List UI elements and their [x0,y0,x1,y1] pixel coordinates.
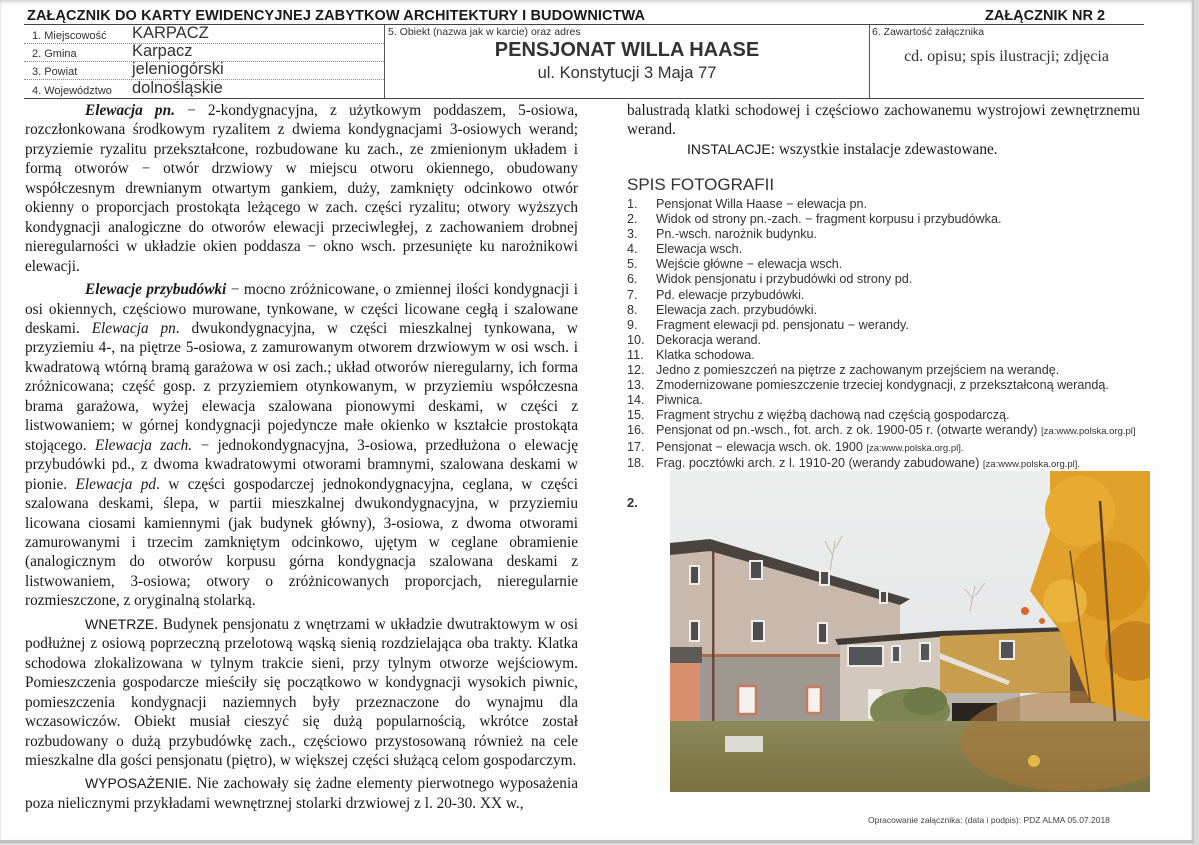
paragraph-text: − jednokondygnacyjna, 3-osiowa, przedłużona o elewację przybudówki pd., z dwoma kwadratowymi otworami bramnymi, szalowana deskami w pionie. [25,436,578,493]
field-label: 4. Województwo [32,85,112,97]
inline-heading: Elewacja pn [91,319,176,337]
field-value: dolnośląskie [132,79,223,97]
inline-heading: Elewacja pd [75,475,157,493]
object-cell [384,25,870,98]
item-number: 6. [627,272,638,287]
field-county [24,61,384,80]
paragraph-text: . Nie zachowały się żadne elementy pierwotnego wyposażenia poza nielicznymi przykładami wewnętrznej stolarki drzwiowej z l. 20-30. XX w., [25,775,578,812]
item-text: Klatka schodowa. [656,347,755,362]
item-text: Wejście główne − elewacja wsch. [656,257,843,272]
item-text: Pd. elewacje przybudówki. [656,287,805,302]
building-photo [670,471,1150,792]
item-source: [za:www.polska.org.pl]. [982,458,1081,470]
list-item [627,257,1167,272]
item-text: Elewacja wsch. [656,242,743,257]
paragraph-text: . Budynek pensjonatu z wnętrzami w układzie dwutraktowym w osi podłużnej z osiową poprzeczną przelotową wąską sienią rozdzielająca oba trakty. Klatka schodowa zlokalizowana w tylnym trakcie sieni, przy tylnym otworze wejściowym. Pomieszczenia gospodarcze mieściły się początkowo w kondygnacji wysokich piwnic, pomieszczenia kondygnacji naziemnych były przeznaczone do wynajmu dla wczasowiczów. Obiekt musiał cieszyć się dużą popularnością, wkrótce został rozbudowany o dużą przybudówkę zach., częściowo przystosowaną również na cele mieszkalne dla gości pensjonatu (piętro), w większej części służącą celom gospodarczym. [25,615,578,769]
item-number: 5. [627,257,638,272]
inline-heading: Elewacja zach. [94,436,193,454]
contents-label: 6. Zawartość załącznika [872,26,985,38]
item-text: Dekoracja werand. [656,332,761,347]
paragraph-north-elevation [25,101,578,276]
footer-signature: Opracowanie załącznika: (data i podpis): PDZ ALMA 05.07.2018 [868,815,1110,825]
item-number: 11. [627,347,644,362]
object-address: ul. Konstytucji 3 Maja 77 [537,64,717,82]
paragraph-lead: WNETRZE [85,615,155,632]
item-text: Widok od strony pn.-zach. − fragment korpusu i przybudówka. [656,212,1002,227]
list-item [627,242,1167,257]
paragraph-text: − mocno zróżnicowane, o zmiennej ilości kondygnacji i osi okiennych, częściowo murowane, tynkowane, w części licowane cegłą i szalowane deskami. [25,281,578,337]
item-text: Pensjonat Willa Haase − elewacja pn. [656,197,868,211]
item-number: 18. [627,455,645,470]
item-number: 3. [627,227,638,242]
paragraph-text: − 2-kondygnacyjna, z użytkowym poddaszem, 5-osiowa, rozczłonkowana środkowym ryzalitem z dwiema kondygnacjami 3-osiowych werand; przyziemie ryzalitu przekształcone, rozbudowane ku zach., ze zmienionym układem i formą otworów − otwór drzwiowy w miejscu otworu okiennego, obudowany współczesnym drewnianym otwartym gankiem, duży, zamknięty odcinkowo otwór okienny o proporcjach prostokąta leżącego w zach. części ryzalitu; otwory wyższych kondygnacji analogiczne do otworów elewacji przeciwległej, z zachowaniem drobnej nieregularności w układzie okien poddasza − okno wsch. przesunięte ku narożnikowi elewacji. [25,102,579,275]
item-number: 15. [627,408,645,423]
list-item [627,378,1167,393]
photo-list [627,197,1167,472]
item-number: 8. [627,302,638,317]
field-value: Karpacz [132,42,193,60]
item-number: 4. [627,242,638,257]
item-number: 7. [627,287,638,302]
list-item [627,333,1167,348]
item-number: 2. [627,212,638,227]
field-locality [24,25,384,44]
list-item [627,393,1167,408]
item-text: Elewacja zach. przybudówki. [656,302,817,317]
list-item [627,423,1167,439]
contents-value: cd. opisu; spis ilustracji; zdjęcia [904,48,1109,65]
item-number: 9. [627,317,638,332]
contents-cell [869,25,1144,98]
list-item [627,363,1167,378]
item-text: Fragment elewacji pd. pensjonatu − werandy. [656,317,909,332]
object-label: 5. Obiekt (nazwa jak w karcie) oraz adres [388,26,581,38]
list-item [627,197,1167,212]
field-voivodeship [24,79,384,98]
item-number: 14. [627,393,645,408]
object-name: PENSJONAT WILLA HAASE [494,39,760,61]
list-item [627,408,1167,423]
item-number: 1. [627,197,638,211]
list-item [627,288,1167,303]
item-number: 17. [627,439,645,454]
paragraph-lead: Elewacje przybudówki [85,281,227,299]
paragraph-installations [627,140,1140,159]
item-text: Pn.-wsch. narożnik budynku. [656,227,818,242]
paragraph-lead: INSTALACJE [687,140,771,157]
item-number: 10. [627,332,645,347]
field-value: KARPACZ [132,24,209,42]
document-title: ZAŁĄCZNIK DO KARTY EWIDENCYJNEJ ZABYTKOW ARCHITEKTURY I BUDOWNICTWA [27,8,646,24]
paragraph-annex-elevations [25,280,578,611]
paragraph-lead: Elewacja pn. [85,102,175,119]
list-item [627,272,1167,287]
item-number: 13. [627,378,645,393]
field-label: 1. Miejscowość [32,30,107,42]
paragraph-text: . dwukondygnacyjna, w części mieszkalnej tynkowana, w przyziemiu 4-, na piętrze 5-osiowa, z zamurowanym otworem drzwiowym w osi wsch. i kwadratową wtórną bramą garażowa w osi zach.; układ otworów nieregularny, ich forma zróżnicowana; część gosp. z przyziemiem otynkowanym, w przyziemiu współczesna brama garażowa, wyżej elewacja szalowana pionowymi deskami, w części z listwowaniem; w górnej kondygnacji pojedyncze małe okienko w kształcie prostokąta stojącego. [25,319,578,454]
list-item [627,440,1167,456]
list-item [627,318,1167,333]
item-source: [za:www.polska.org.pl] [1041,426,1136,438]
location-fields [24,25,384,98]
field-label: 3. Powiat [32,66,78,78]
item-text: Piwnica. [656,393,703,408]
paragraph-text: . w części gospodarczej jednokondygnacyjna, ceglana, w części szalowana deskami, ślepa, w partii mieszkalnej dwukondygnacyjna, w przyziemiu licowana ciosami kamiennymi (jak budynek główny), 3-osiowa, z dwoma otworami zamurowanymi i trzecim zamkniętym odcinkowo, ujętym w ceglane obramienie (analogicznym do otworów korpusu górna kondygnacja szalowana deskami z listwowaniem, 3-osiowa; otwory o zróżnicowanych proporcjach, nieregularnie rozmieszczone, z oryginalną stolarką. [25,475,579,610]
paragraph-text: : wszystkie instalacje zdewastowane. [770,140,998,158]
description-right-column [627,101,1140,159]
list-item [627,303,1167,318]
list-item [627,456,1167,472]
building-photo-illustration [670,471,1150,792]
item-number: 12. [627,363,645,378]
item-text: Jedno z pomieszczeń na piętrze z zachowanym przejściem na werandę. [656,363,1060,378]
item-text: Pensjonat − elewacja wsch. ok. 1900 [656,439,867,454]
paragraph-interior [25,615,578,771]
field-label: 2. Gmina [32,48,77,60]
list-item [627,348,1167,363]
list-item [627,227,1167,242]
photo-list-title: SPIS FOTOGRAFII [627,175,775,194]
paragraph-continuation: balustradą klatki schodowej i częściowo zachowanemu wystrojowi zewnętrznemu werand. [627,102,1140,139]
annex-number: ZAŁĄCZNIK NR 2 [985,8,1106,24]
paragraph-furnishings [25,774,578,813]
item-source: [za:www.polska.org.pl]. [866,442,964,454]
item-text: Fragment strychu z więźbą dachową nad częścią gospodarczą. [656,408,1010,423]
item-text: Pensjonat od pn.-wsch., fot. arch. z ok. 1900-05 r. (otwarte werandy) [656,423,1042,438]
paragraph-lead: WYPOSAŻENIE [85,775,188,792]
header-table [24,25,1144,99]
item-text: Widok pensjonatu i przybudówki od strony pd. [656,272,913,287]
field-value: jeleniogórski [132,60,224,78]
description-left-column [25,101,578,813]
item-number: 16. [627,423,645,438]
item-text: Frag. pocztówki arch. z l. 1910-20 (werandy zabudowane) [656,455,983,470]
list-item [627,212,1167,227]
photo-number: 2. [627,495,638,510]
item-text: Zmodernizowane pomieszczenie trzeciej kondygnacji, z przekształconą werandą. [656,378,1109,393]
